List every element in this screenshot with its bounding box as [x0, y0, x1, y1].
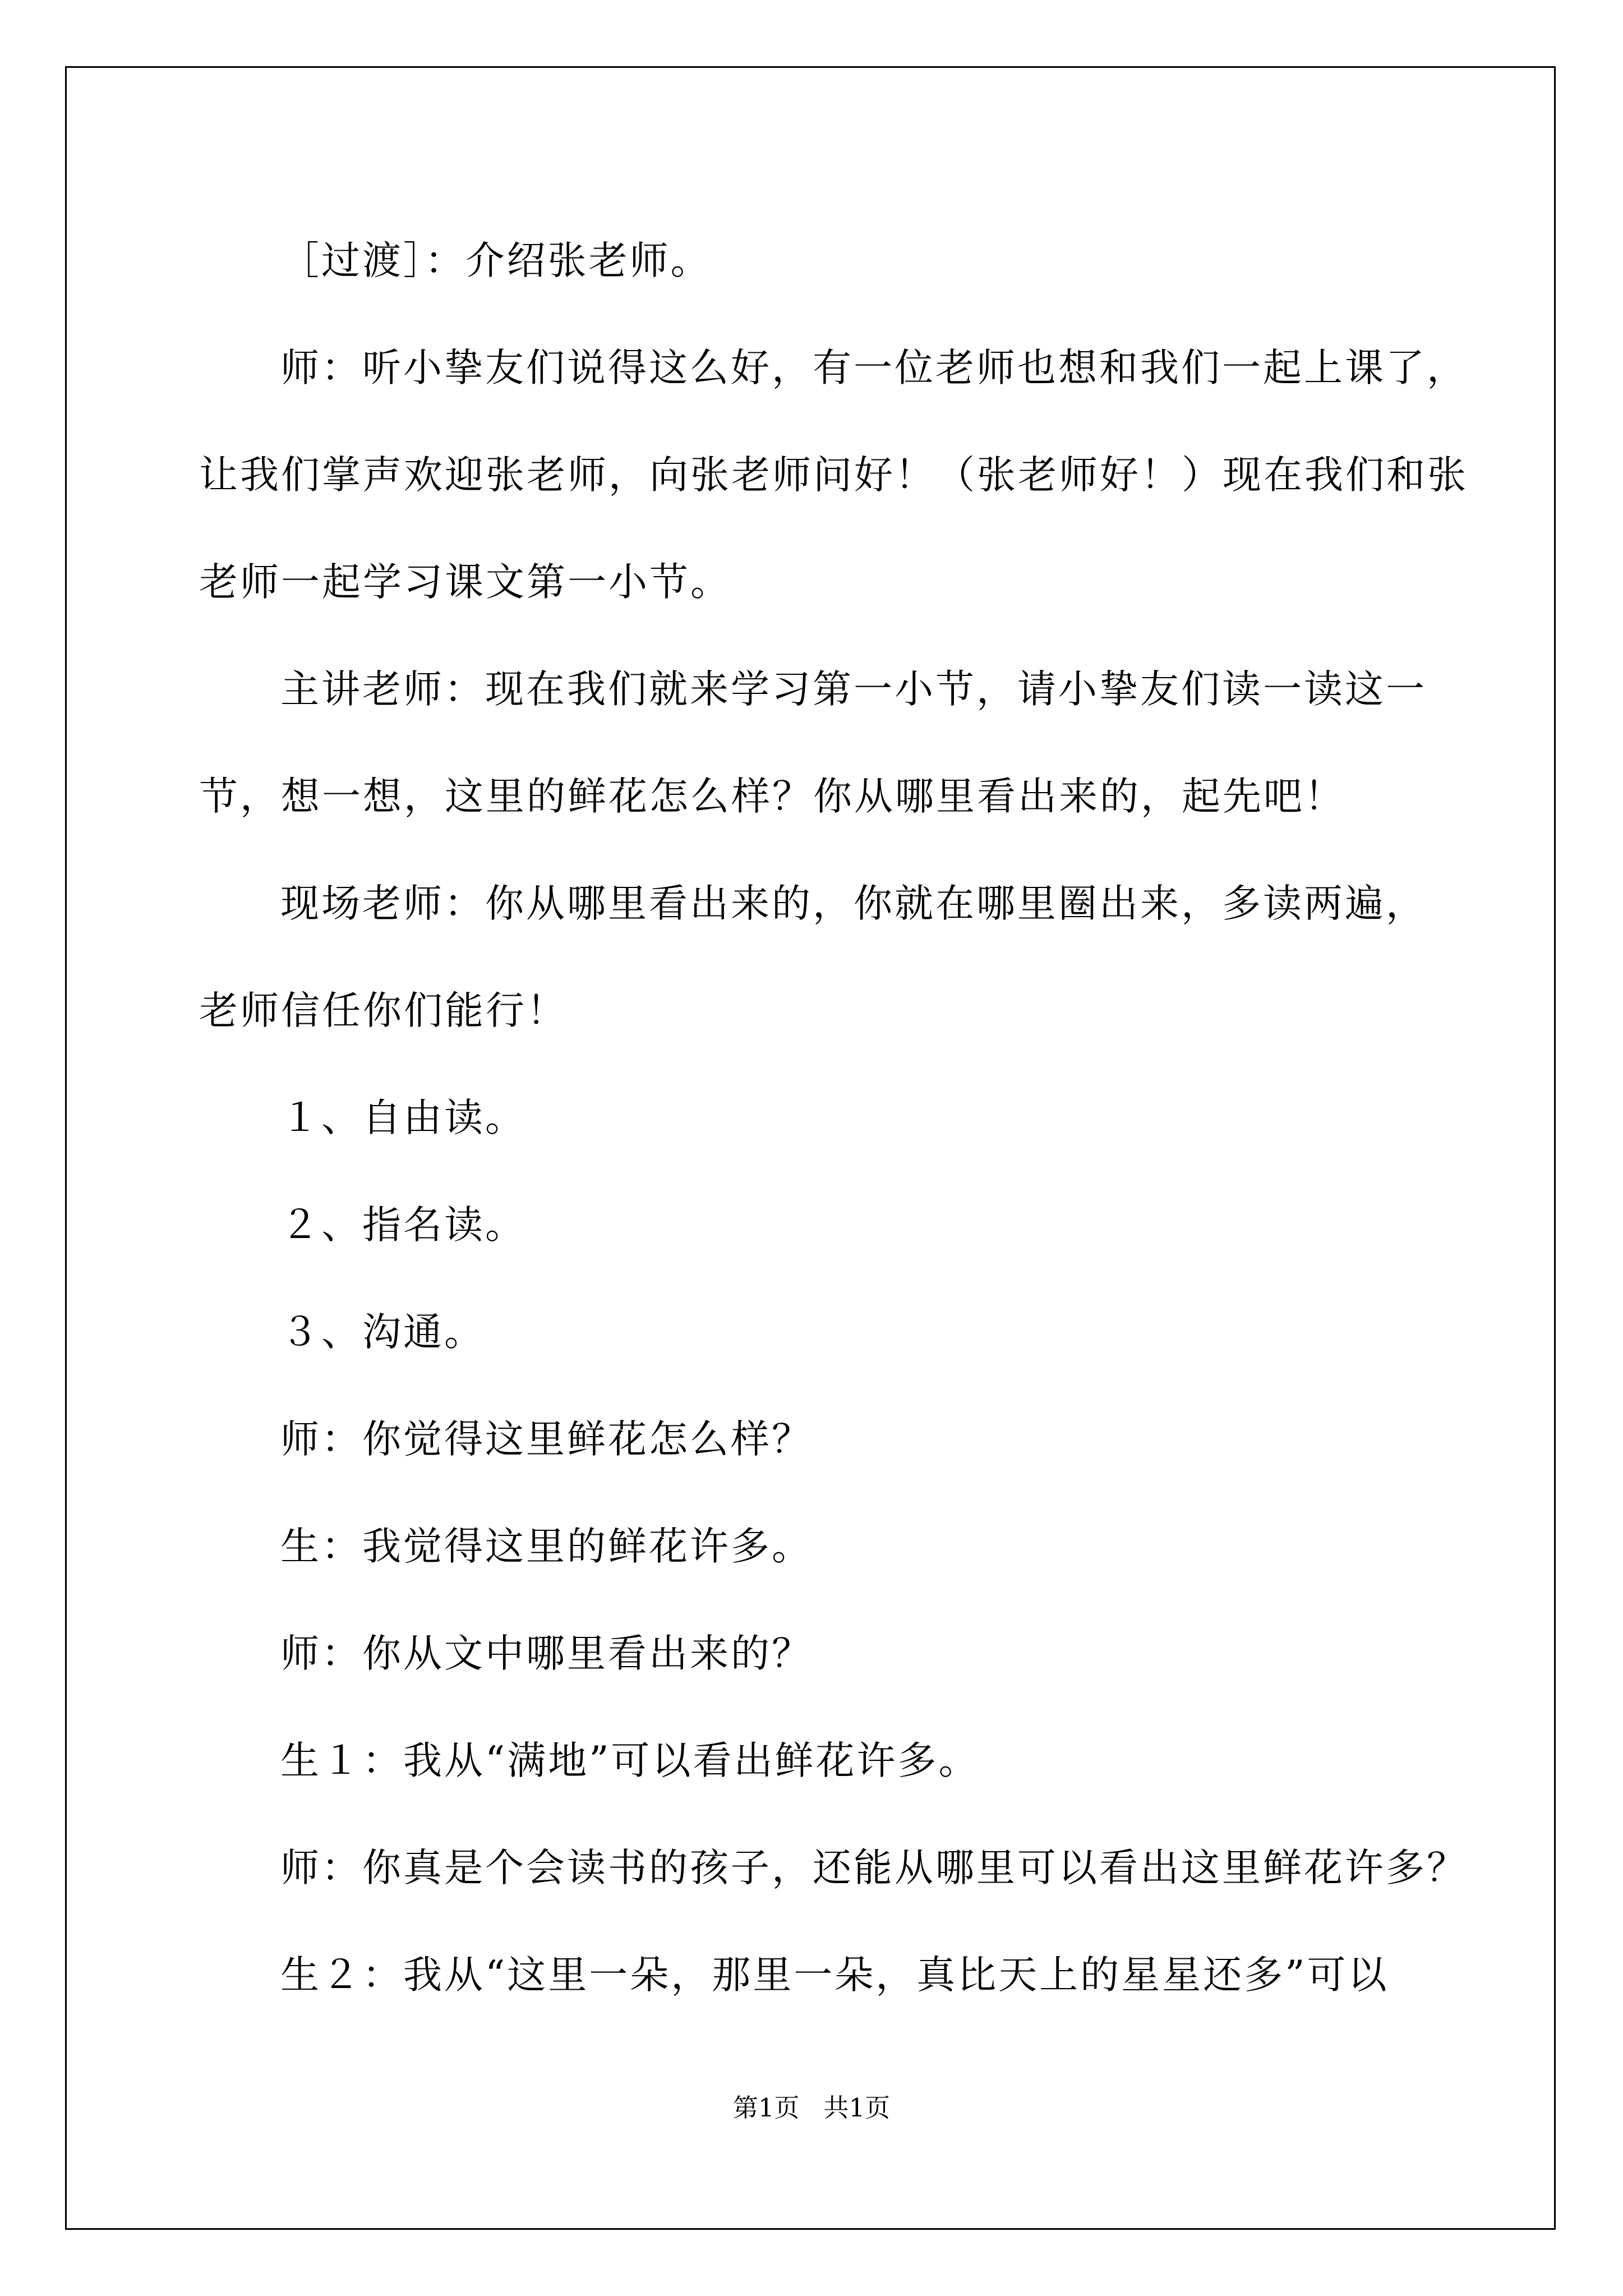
- list-item: ３、沟通。: [280, 1310, 485, 1355]
- paragraph-line: 师：听小挚友们说得这么好，有一位老师也想和我们一起上课了，: [280, 346, 1468, 390]
- dialogue-line: 师：你真是个会读书的孩子，还能从哪里可以看出这里鲜花许多？: [280, 1846, 1468, 1890]
- paragraph-line: ［过渡］：介绍张老师。: [280, 238, 712, 283]
- dialogue-line: 师：你从文中哪里看出来的？: [280, 1631, 813, 1676]
- dialogue-line: 生２：我从“这里一朵，那里一朵，真比天上的星星还多”可以: [280, 1953, 1389, 1998]
- list-item: ２、指名读。: [280, 1203, 526, 1248]
- paragraph-line: 老师一起学习课文第一小节。: [199, 560, 731, 605]
- paragraph-line: 主讲老师：现在我们就来学习第一小节，请小挚友们读一读这一: [280, 667, 1427, 712]
- paragraph-line: 老师信任你们能行！: [199, 988, 568, 1033]
- paragraph-line: 节，想一想，这里的鲜花怎么样？你从哪里看出来的，起先吧！: [199, 774, 1345, 819]
- paragraph-line: 让我们掌声欢迎张老师，向张老师问好！（张老师好！）现在我们和张: [199, 453, 1468, 498]
- page-footer: 第1页 共1页: [732, 2093, 891, 2123]
- document-body: [199, 208, 1468, 2029]
- dialogue-line: 生１：我从“满地”可以看出鲜花许多。: [280, 1738, 980, 1783]
- list-item: １、自由读。: [280, 1096, 526, 1140]
- paragraph-line: 现场老师：你从哪里看出来的，你就在哪里圈出来，多读两遍，: [280, 881, 1427, 926]
- dialogue-line: 师：你觉得这里鲜花怎么样？: [280, 1417, 813, 1462]
- dialogue-line: 生：我觉得这里的鲜花许多。: [280, 1524, 813, 1569]
